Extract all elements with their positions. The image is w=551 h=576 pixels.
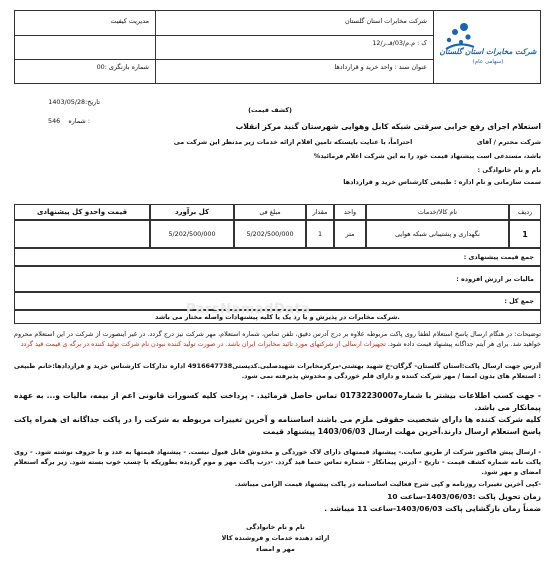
notes-paragraph	[14, 330, 541, 350]
unit-line: سمت سازمانی و نام اداره : طبیعی کارشناس خرید و قراردادها	[343, 178, 541, 186]
sum-row: جمع قیمت پیشنهادی :	[14, 248, 541, 266]
address-paragraph: آدرس جهت ارسال پاکت:استان گلستان- گرگان-خ شهید بهشتی-مرکزمخابرات شهیدصلبی.کدپستی4916647738 اداره تدارکات کارشناس خرید و قراردادها:خانم طبیعی : استعلام های بدون امضا / مهر شرکت کننده و دارای قلم خوردگی و مخدوش پذیرفته نمی شود.	[14, 362, 541, 380]
col-unit: واحد	[334, 204, 366, 220]
col-offer: قیمت واحدو کل پیشنهادی	[14, 204, 150, 220]
cell-row: 1	[509, 220, 541, 248]
salutation	[60, 138, 541, 146]
cell-unit: متر	[334, 220, 366, 248]
contact-paragraph: - جهت کسب اطلاعات بیشتر با شماره01732230007 تماس حاصل فرمائید. - پرداخت کلیه کسورات قانونی اعم از بیمه، مالیات و... به عهده پیمانکار می باشد.	[14, 391, 541, 412]
col-row: ردیف	[509, 204, 541, 220]
col-unit-price: مبلغ فی	[234, 204, 306, 220]
signature-stamp: مهر و امضاء	[256, 545, 295, 553]
instructions-paragraph: - ارسال پیش فاکتور شرکت از طریق سایت.- پیشنهاد قیمتهای دارای لاک خوردگی و مخدوش قابل قبول نیست. - پیشنهاد قیمتها به عدد و با حروف نوشته شود. - روی پاکت نامه شماره کشف قیمت - تاریخ - آدرس پیمانکار - شماره تماس حتما قید گردد. -درب پاکت مهر و موم گردیده بطوریکه با چسب خوب بسته شود. زیر برگه استعلام امضای و مهر شود.	[14, 448, 541, 476]
date: تاریخ:1403/05/28	[48, 98, 100, 106]
document-number: ک : م.م/03/قـ.ر/12	[372, 39, 427, 47]
total-row: جمع کل :	[14, 292, 541, 310]
inquiry-title: استعلام اجرای رفع خرابی سرقتی شبکه کابل وهوایی شهرستان گنبد مرکز انقلاب	[235, 122, 541, 131]
salutation-prefix: شرکت محترم / آقای	[476, 138, 541, 146]
legal-paragraph: کلیه شرکت کننده ها دارای شخصیت حقوقی ملزم می باشند اساسنامه و آخرین تغییرات مربوطه به شرکت را در پاکت جداگانه ای همراه پاکت پاسخ استعلام ارسال دارند.آخرین مهلت ارسال 1403/06/03 پیشنهاد قیمت	[14, 415, 541, 436]
col-total: کل برآورد	[150, 204, 234, 220]
form-title: عنوان سند : واحد خرید و قراردادها	[334, 63, 427, 71]
delivery-time: زمان تحویل پاکت :1403/06/03-ساعت 10	[387, 492, 541, 501]
signature-name: نام و نام خانوادگی	[246, 523, 305, 531]
col-qty: مقدار	[306, 204, 334, 220]
cell-total: 5/202/500/000	[150, 220, 234, 248]
cell-offer[interactable]	[14, 220, 150, 248]
col-item: نام کالا/خدمات	[366, 204, 509, 220]
table-note: شرکت مخابرات در پذیرش و یا رد یک یا کلیه پیشنهادات واصله مختار می باشد.	[14, 310, 541, 324]
cell-unit-price: 5/202/500/000	[234, 220, 306, 248]
name-line: نام و نام خانوادگی :	[477, 166, 541, 174]
inquiry-number-label: شماره :	[68, 117, 90, 125]
company-logo	[434, 11, 542, 83]
logo-subtitle: (سهامی عام)	[472, 59, 504, 65]
document-header	[14, 10, 541, 84]
salutation-line-2: باشد، مستدعی است پیشنهاد قیمت خود را به این شرکت اعلام فرمائید%	[313, 152, 541, 160]
notes-red-text: تجهیزات ارسالی از شرکتهای مورد تائید مخابرات ایران باشد. در صورت تولید کننده نبودن نام شرکت تولید کننده در برگه ی قیمت قید گردد	[20, 339, 386, 348]
org-name: شرکت مخابرات استان گلستان	[344, 17, 427, 25]
cell-item: نگهداری و پشتیبانی شبکه هوایی	[366, 220, 509, 248]
signature-role: ارائه دهنده خدمات و فروشنده کالا	[221, 534, 330, 542]
kashf-title: (کشف قیمت)	[248, 106, 292, 114]
watermark: ParsNamadData	[186, 302, 311, 317]
cell-qty: 1	[306, 220, 334, 248]
opening-time: ضمناً زمان بازگشایی پاکت 1403/06/03-ساعت 11 میباشد .	[324, 504, 541, 513]
logo-text: شرکت مخابرات استان گلستان	[439, 47, 537, 56]
quality-management: مدیریت کیفیت	[110, 17, 149, 25]
revision-number: شماره بازنگری :00	[96, 63, 149, 71]
inquiry-number-value: 546	[48, 117, 61, 125]
salutation-body: احتراماً، با عنایت بایستکه تامین اقلام ارائه خدمات زیر مدنظر این شرکت می	[173, 138, 413, 146]
notes-text: توضیحات: در هنگام ارسال پاسخ استعلام لطفا روی پاکت مربوطه علاوه بر درج آدرس دقیق، تلفن تماس، شماره استعلام، مهر شرکت نیز درج گردد. در غیر اینصورت از شرکت در این استعلام محروم خواهید شد. برای هر آیتم جداگانه پیشنهاد قیمت داده شود.	[14, 330, 541, 348]
attachments-paragraph: -کپی آخرین تغییرات روزنامه و کپی شرح فعالیت اساسنامه در پاکت پیشنهاد قیمت الزامی میباشد.	[234, 480, 541, 488]
vat-row: مالیات بر ارزش افزوده :	[14, 266, 541, 292]
